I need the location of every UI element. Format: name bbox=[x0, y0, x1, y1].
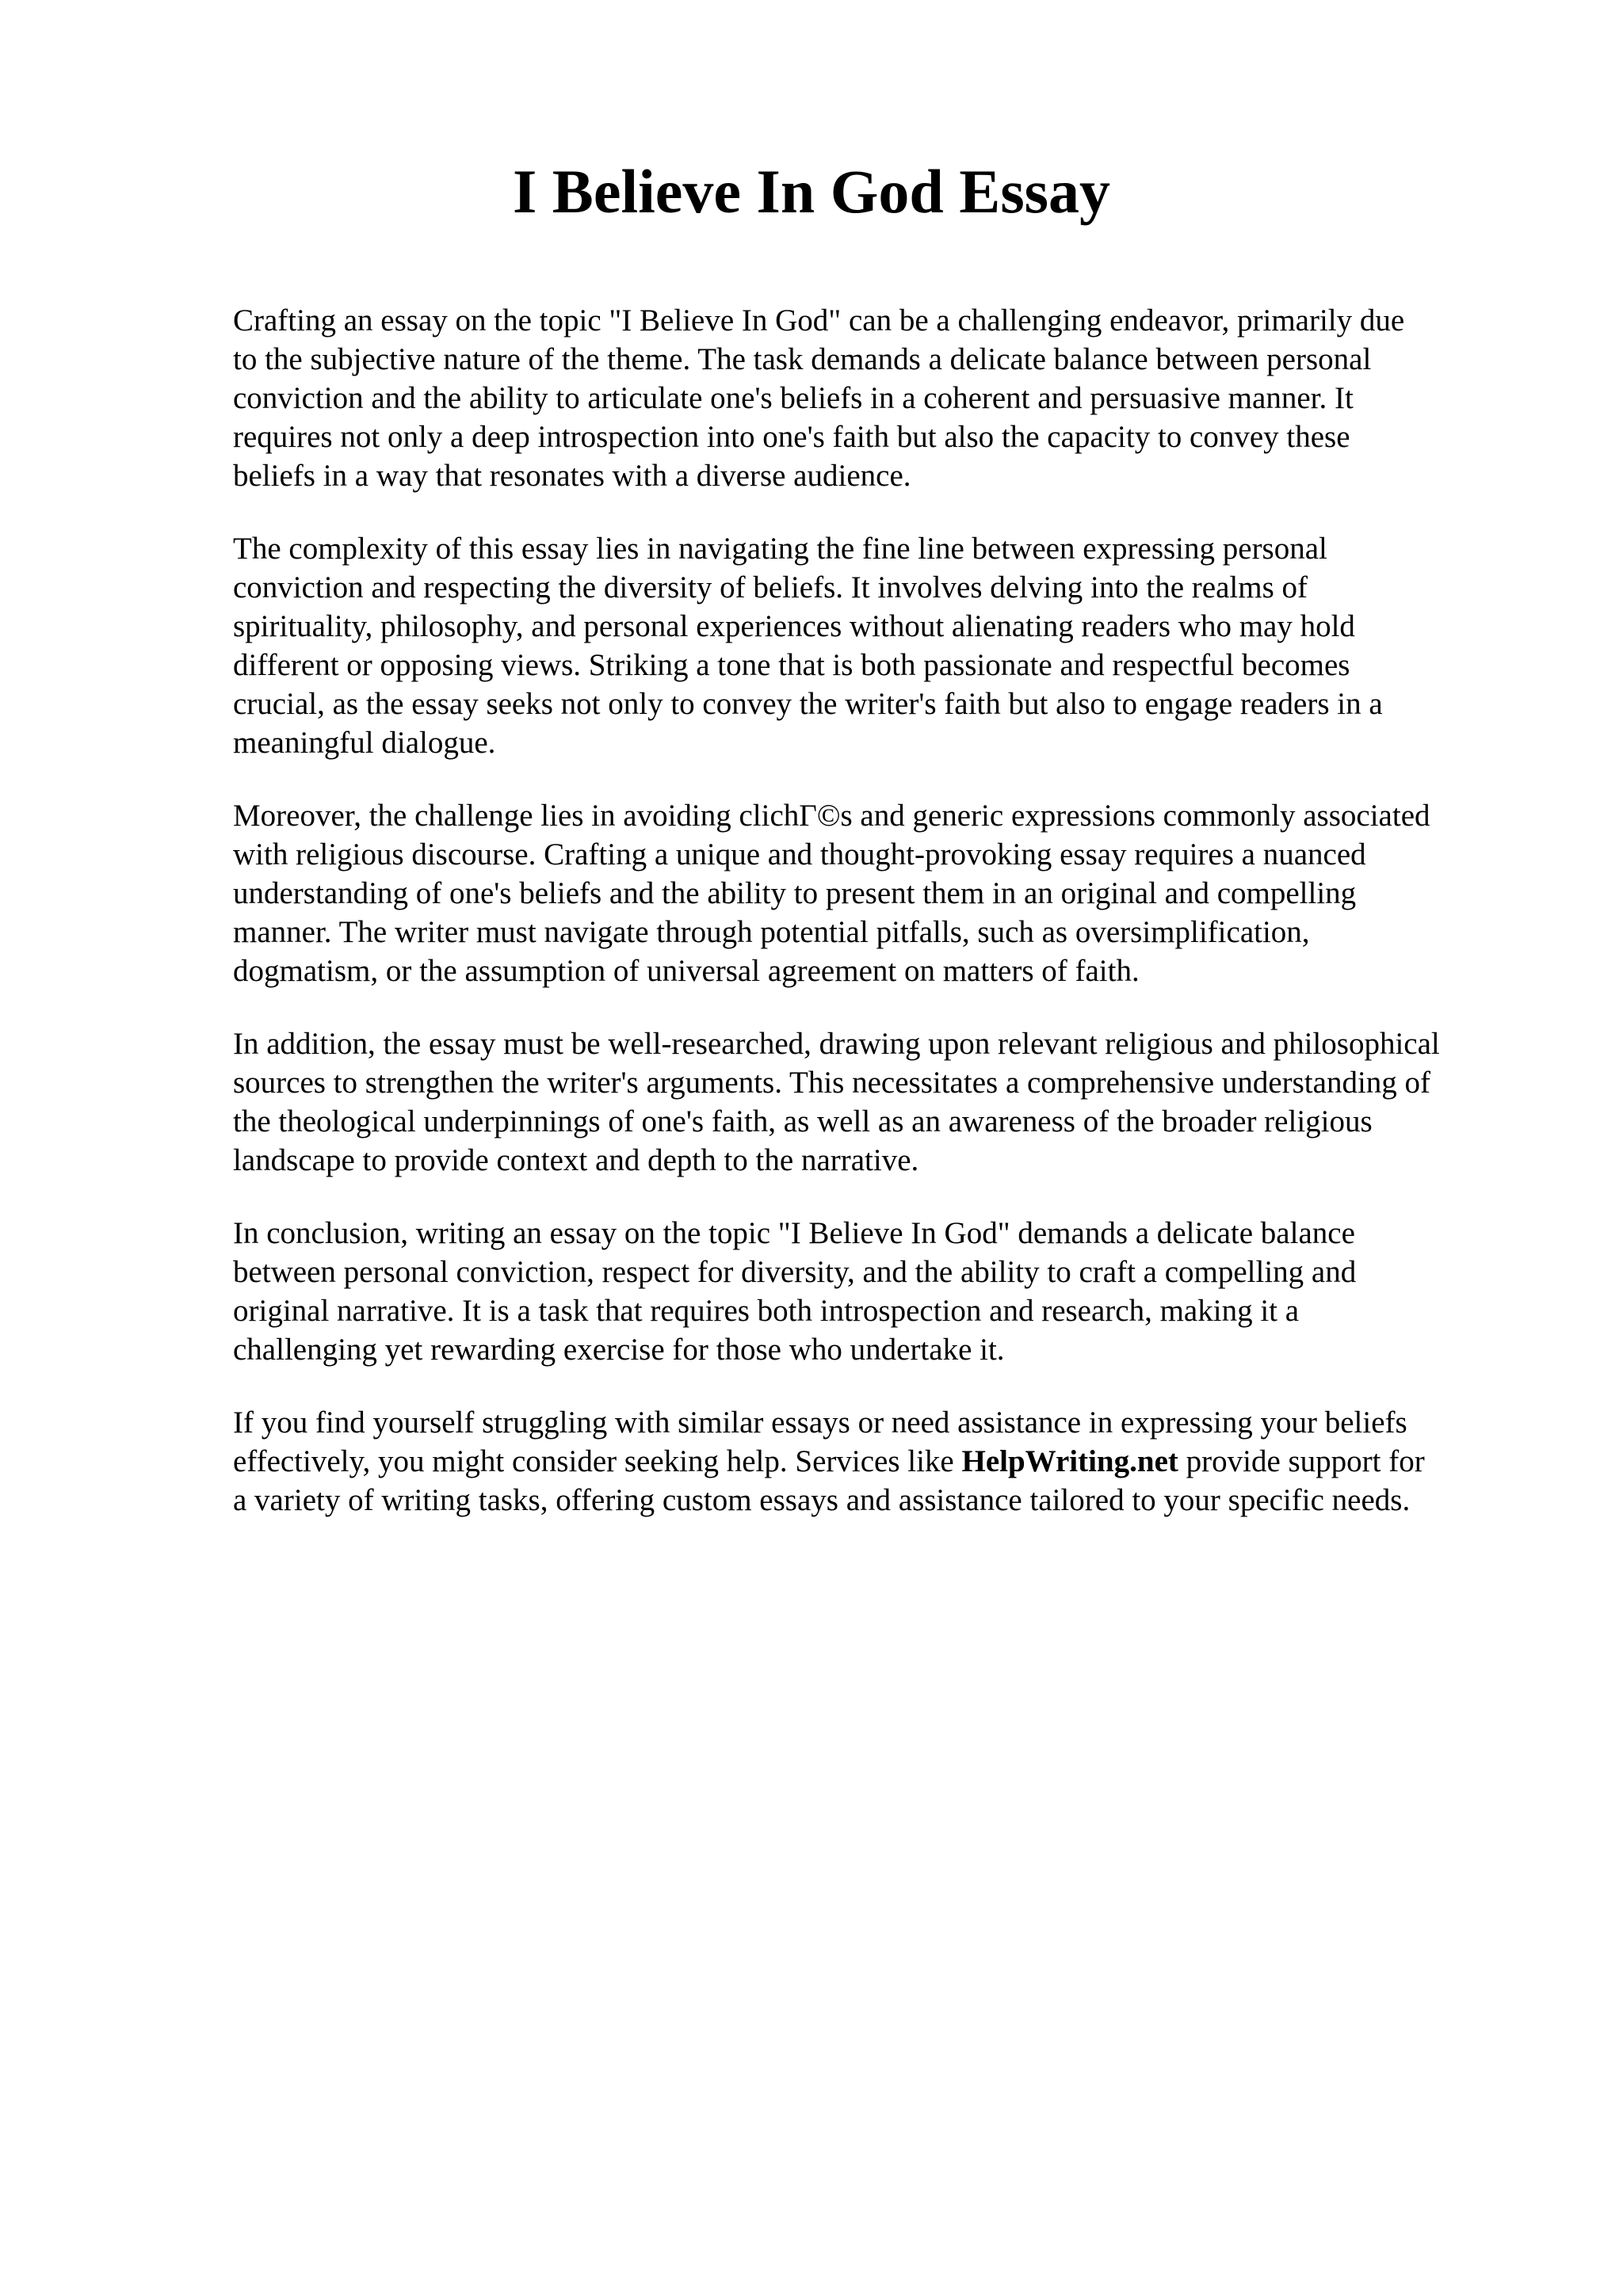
paragraph-line: crucial, as the essay seeks not only to convey the writer's faith but also to engage readers in a bbox=[233, 687, 1383, 721]
paragraph-line: between personal conviction, respect for diversity, and the ability to craft a compelling and bbox=[233, 1255, 1357, 1289]
paragraph-line: beliefs in a way that resonates with a diverse audience. bbox=[233, 459, 911, 493]
paragraph-line: a variety of writing tasks, offering custom essays and assistance tailored to your specific needs. bbox=[233, 1483, 1411, 1517]
paragraph-line: The complexity of this essay lies in navigating the fine line between expressing personal bbox=[233, 532, 1327, 566]
paragraph-line: conviction and the ability to articulate one's beliefs in a coherent and persuasive manner. It bbox=[233, 381, 1354, 415]
paragraph-line: the theological underpinnings of one's faith, as well as an awareness of the broader religious bbox=[233, 1104, 1373, 1138]
paragraph-line: sources to strengthen the writer's arguments. This necessitates a comprehensive understanding of bbox=[233, 1066, 1431, 1100]
paragraph-line: Crafting an essay on the topic "I Believe In God" can be a challenging endeavor, primarily due bbox=[233, 303, 1405, 338]
paragraph-line: spirituality, philosophy, and personal experiences without alienating readers who may hold bbox=[233, 609, 1355, 643]
paragraph-line: with religious discourse. Crafting a unique and thought-provoking essay requires a nuanced bbox=[233, 837, 1366, 871]
paragraph-4 bbox=[233, 1024, 1533, 1180]
paragraph-line: different or opposing views. Striking a tone that is both passionate and respectful becomes bbox=[233, 648, 1350, 682]
paragraph-line: understanding of one's beliefs and the ability to present them in an original and compelling bbox=[233, 876, 1357, 910]
paragraph-3 bbox=[233, 796, 1533, 990]
paragraph-line: Moreover, the challenge lies in avoiding clichΓ©s and generic expressions commonly associated bbox=[233, 799, 1430, 833]
paragraph-line: to the subjective nature of the theme. The task demands a delicate balance between personal bbox=[233, 342, 1372, 376]
paragraph-line: In addition, the essay must be well-researched, drawing upon relevant religious and philosophical bbox=[233, 1027, 1440, 1061]
paragraph-line bbox=[233, 1442, 1533, 1481]
paragraph-line: manner. The writer must navigate through potential pitfalls, such as oversimplification, bbox=[233, 915, 1310, 949]
paragraph-line: landscape to provide context and depth to the narrative. bbox=[233, 1143, 919, 1177]
essay-body bbox=[233, 301, 1533, 1554]
paragraph-line: requires not only a deep introspection into one's faith but also the capacity to convey these bbox=[233, 420, 1350, 454]
paragraph-line: original narrative. It is a task that requires both introspection and research, making it a bbox=[233, 1294, 1300, 1328]
helpwriting-brand: HelpWriting.net bbox=[961, 1444, 1178, 1478]
paragraph-line: In conclusion, writing an essay on the topic "I Believe In God" demands a delicate balance bbox=[233, 1216, 1355, 1250]
paragraph-1 bbox=[233, 301, 1533, 495]
paragraph-line: conviction and respecting the diversity of beliefs. It involves delving into the realms of bbox=[233, 570, 1308, 605]
paragraph-2 bbox=[233, 529, 1533, 762]
paragraph-5 bbox=[233, 1214, 1533, 1369]
paragraph-line: meaningful dialogue. bbox=[233, 726, 496, 760]
closing-text-after: provide support for bbox=[1178, 1444, 1425, 1478]
paragraph-line: challenging yet rewarding exercise for those who undertake it. bbox=[233, 1333, 1005, 1367]
paragraph-line: If you find yourself struggling with similar essays or need assistance in expressing your beliefs bbox=[233, 1405, 1407, 1440]
page-title: I Believe In God Essay bbox=[512, 157, 1111, 226]
closing-paragraph bbox=[233, 1403, 1533, 1520]
paragraph-line: dogmatism, or the assumption of universal agreement on matters of faith. bbox=[233, 954, 1140, 988]
closing-text-before: effectively, you might consider seeking help. Services like bbox=[233, 1444, 962, 1478]
